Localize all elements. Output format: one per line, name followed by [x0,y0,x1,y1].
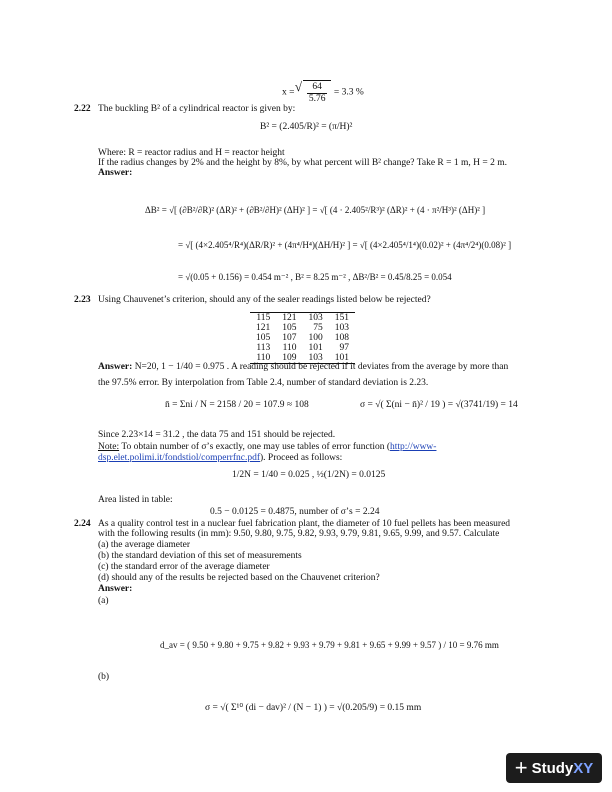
list-item: (b) the standard deviation of this set of measurements [98,551,302,561]
where-text: Where: R = reactor radius and H = reactor height [98,148,285,158]
top-eq-rhs: = 3.3 % [333,87,364,98]
table-cell: 151 [329,313,355,324]
part-b-label: (b) [98,672,110,682]
problem-number: 2.24 [74,519,91,529]
derivation-line-3: = √(0.05 + 0.156) = 0.454 m⁻² , B² = 8.25 m⁻² , ΔB²/B² = 0.45/8.25 = 0.054 [178,272,452,282]
list-item: (a) the average diameter [98,540,191,550]
table-cell: 100 [308,333,323,343]
since-text: Since 2.23×14 = 31.2 , the data 75 and 151 should be rejected. [98,430,336,440]
top-eq-sqrt [303,80,332,105]
problem-statement: The buckling B² of a cylindrical reactor is given by: [98,104,296,114]
top-equation [282,80,364,105]
derivation-line-2: = √[ (4×2.405⁴/R⁴)(ΔR/R)² + (4π⁴/H⁴)(ΔH/H)² ] = √[ (4×2.405⁴/1⁴)(0.02)² + (4π⁴/2⁴)(0.08)² ] [178,240,512,250]
problem-statement: Using Chauvenet’s criterion, should any of the sealer readings listed below be rejected? [98,295,431,305]
table-cell: 113 [256,343,271,353]
table-cell: 115 [250,313,276,324]
answer-label: Answer: [98,168,133,178]
top-eq-num: √ 64 [307,82,328,94]
table-cell: 103 [303,353,329,364]
table-cell: 107 [282,333,297,343]
table-cell: 121 [276,313,302,324]
table-cell: 105 [282,323,297,333]
problem-statement-2: with the following results (in mm): 9.50, 9.80, 9.75, 9.82, 9.93, 9.79, 9.81, 9.65, 9.99, and 9.57. Calculate [98,529,500,539]
readings-table [250,312,355,364]
plus-icon: + [514,755,528,780]
question-text: If the radius changes by 2% and the height by 8%, by what percent will B² change? Take R = 1 m, H = 2 m. [98,158,507,168]
brand-name-suffix: XY [573,759,594,777]
problem-number: 2.22 [74,104,91,114]
derivation-line-1: ΔB² = √[ (∂B²/∂R)² (ΔR)² + (∂B²/∂H)² (ΔH)² ] = √[ (4 · 2.405²/R³)² (ΔR)² + (4 · π²/H³)² (ΔH)² ] [145,205,486,215]
list-item: (c) the standard error of the average diameter [98,562,270,572]
std-deviation-equation: σ = √( Σ¹⁰ (di − dav)² / (N − 1) ) = √(0.205/9) = 0.15 mm [205,703,422,713]
table-row [250,333,355,343]
probability-equation: 1/2N = 1/40 = 0.025 , ½(1/2N) = 0.0125 [232,470,386,480]
table-row [250,343,355,353]
note-text: To obtain number of σ’s exactly, one may use tables of error function ( [119,442,391,452]
table-row [250,313,355,324]
table-cell: 110 [282,343,297,353]
table-cell: 103 [334,323,349,333]
table-cell: 121 [256,323,271,333]
problem-statement-1: As a quality control test in a nuclear fuel fabrication plant, the diameter of 10 fuel pellets has been measured [98,519,511,529]
answer-label: Answer: [98,584,133,594]
answer-label: Answer: [98,362,133,372]
top-eq-lhs: x = [282,87,295,98]
list-item: (d) should any of the results be rejected based on the Chauvenet criterion? [98,573,380,583]
table-cell: 105 [256,333,271,343]
mean-equation: n̄ = Σni / N = 2158 / 20 = 107.9 ≈ 108 [165,400,309,410]
studyxy-logo [506,753,602,783]
table-cell: 103 [303,313,329,324]
error-function-link[interactable]: http://www- [390,442,437,452]
table-row [250,323,355,333]
table-cell: 101 [308,343,323,353]
error-function-link-cont[interactable]: dsp.elet.polimi.it/fondstiol/comperrfnc.pdf [98,453,260,463]
note-label: Note: [98,442,120,452]
table-cell: 108 [334,333,349,343]
area-label: Area listed in table: [98,495,173,505]
table-cell: 101 [329,353,355,364]
brand-name: Study [531,759,574,777]
answer-line-2: the 97.5% error. By interpolation from Table 2.4, number of standard deviation is 2.23. [98,378,429,388]
table-cell: 109 [276,353,302,364]
note-end: ). Proceed as follows: [260,453,343,463]
sigma-equation: σ = √( Σ(ni − n̄)² / 19 ) = √(3741/19) = 14 [360,400,518,410]
buckling-equation: B² = (2.405/R)² = (π/H)² [260,122,353,132]
table-cell: 110 [250,353,276,364]
average-diameter-equation: d_av = ( 9.50 + 9.80 + 9.75 + 9.82 + 9.93 + 9.79 + 9.81 + 9.65 + 9.99 + 9.57 ) / 10 = 9.76 mm [160,640,499,650]
top-eq-den: 5.76 [308,94,326,104]
answer-line-1: N=20, 1 − 1/40 = 0.975 . A reading should be rejected if it deviates from the average by more than [134,362,509,372]
table-cell: 75 [313,323,323,333]
problem-number: 2.23 [74,295,91,305]
area-equation: 0.5 − 0.0125 = 0.4875, number of σ’s = 2.24 [210,507,380,517]
table-cell: 97 [339,343,349,353]
part-a-label: (a) [98,596,109,606]
